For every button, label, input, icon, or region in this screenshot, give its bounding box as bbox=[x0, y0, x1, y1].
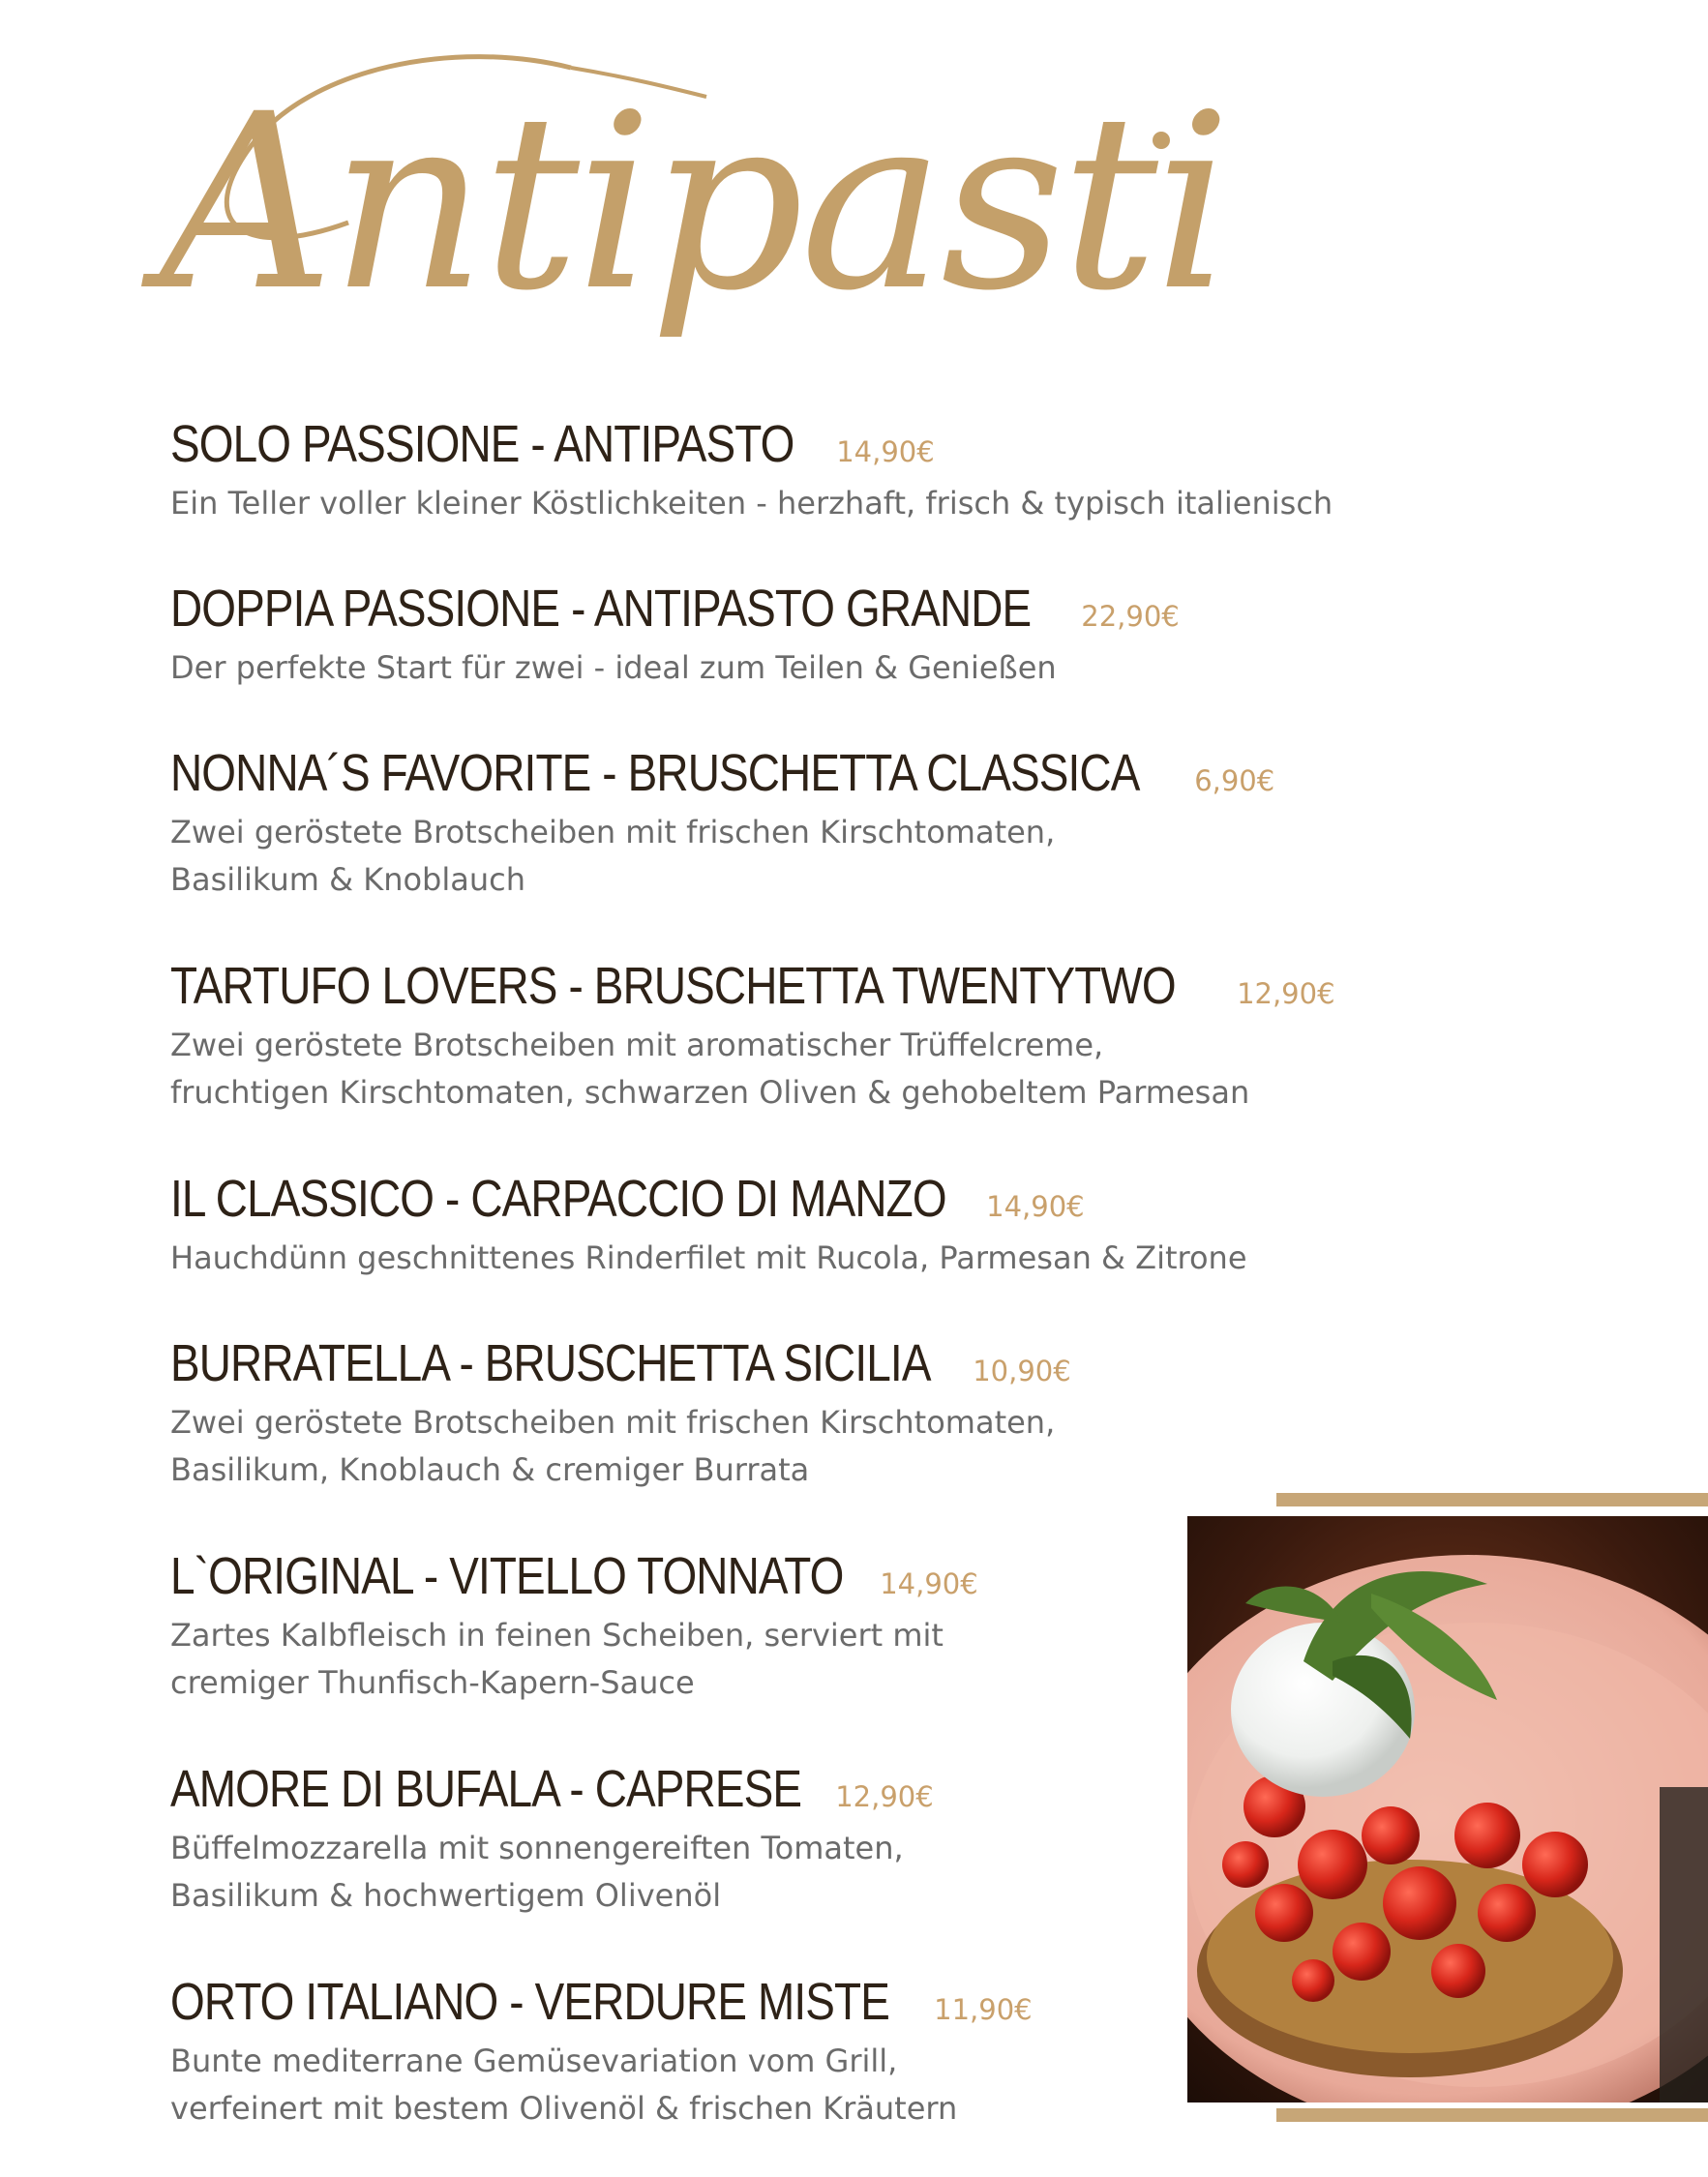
item-description: Bunte mediterrane Gemüsevariation vom Grill, verfeinert mit bestem Olivenöl & frischen Kräutern bbox=[170, 2043, 958, 2127]
item-description: Büffelmozzarella mit sonnengereiften Tomaten, Basilikum & hochwertigem Olivenöl bbox=[170, 1830, 904, 1914]
item-name: BURRATELLA - BRUSCHETTA SICILIA bbox=[170, 1334, 931, 1392]
item-description: Zwei geröstete Brotscheiben mit frischen Kirschtomaten, Basilikum, Knoblauch & cremiger Burrata bbox=[170, 1404, 1056, 1488]
item-description: Zwei geröstete Brotscheiben mit aromatischer Trüffelcreme, fruchtigen Kirschtomaten, schwarzen Oliven & gehobeltem Parmesan bbox=[170, 1027, 1250, 1111]
item-price: 14,90€ bbox=[836, 435, 935, 468]
menu-item bbox=[170, 735, 1380, 948]
item-description: Der perfekte Start für zwei - ideal zum Teilen & Genießen bbox=[170, 649, 1057, 686]
item-name: IL CLASSICO - CARPACCIO DI MANZO bbox=[170, 1170, 946, 1228]
item-price: 11,90€ bbox=[934, 1993, 1033, 2026]
item-name: ORTO ITALIANO - VERDURE MISTE bbox=[170, 1973, 890, 2031]
item-price: 22,90€ bbox=[1081, 600, 1180, 633]
item-price: 12,90€ bbox=[1237, 977, 1335, 1010]
photo-illustration bbox=[1187, 1516, 1708, 2102]
item-price: 14,90€ bbox=[986, 1190, 1085, 1223]
item-description: Zwei geröstete Brotscheiben mit frischen Kirschtomaten, Basilikum & Knoblauch bbox=[170, 814, 1056, 898]
item-description: Ein Teller voller kleiner Köstlichkeiten - herzhaft, frisch & typisch italienisch bbox=[170, 485, 1333, 522]
photo-block bbox=[1187, 1493, 1708, 2127]
item-price: 6,90€ bbox=[1194, 764, 1275, 797]
item-price: 10,90€ bbox=[973, 1355, 1071, 1387]
item-name: L`ORIGINAL - VITELLO TONNATO bbox=[170, 1547, 844, 1605]
menu-item bbox=[170, 406, 1380, 571]
menu-item bbox=[170, 571, 1380, 735]
item-name: SOLO PASSIONE - ANTIPASTO bbox=[170, 415, 794, 473]
menu-item bbox=[170, 948, 1380, 1161]
photo-frame-bottom bbox=[1276, 2108, 1708, 2122]
item-price: 14,90€ bbox=[880, 1567, 978, 1600]
menu-item bbox=[170, 1161, 1380, 1326]
item-description: Hauchdünn geschnittenes Rinderfilet mit Rucola, Parmesan & Zitrone bbox=[170, 1239, 1247, 1276]
photo-frame-top bbox=[1276, 1493, 1708, 1506]
item-name: AMORE DI BUFALA - CAPRESE bbox=[170, 1760, 802, 1818]
item-name: NONNA´S FAVORITE - BRUSCHETTA CLASSICA bbox=[170, 744, 1140, 802]
item-name: DOPPIA PASSIONE - ANTIPASTO GRANDE bbox=[170, 580, 1032, 638]
page-title: Antipasti bbox=[160, 62, 1228, 343]
burrata-bruschetta-photo bbox=[1187, 1516, 1708, 2102]
item-name: TARTUFO LOVERS - BRUSCHETTA TWENTYTWO bbox=[170, 957, 1176, 1015]
item-price: 12,90€ bbox=[835, 1780, 934, 1813]
item-description: Zartes Kalbfleisch in feinen Scheiben, serviert mit cremiger Thunfisch-Kapern-Sauce bbox=[170, 1617, 944, 1701]
